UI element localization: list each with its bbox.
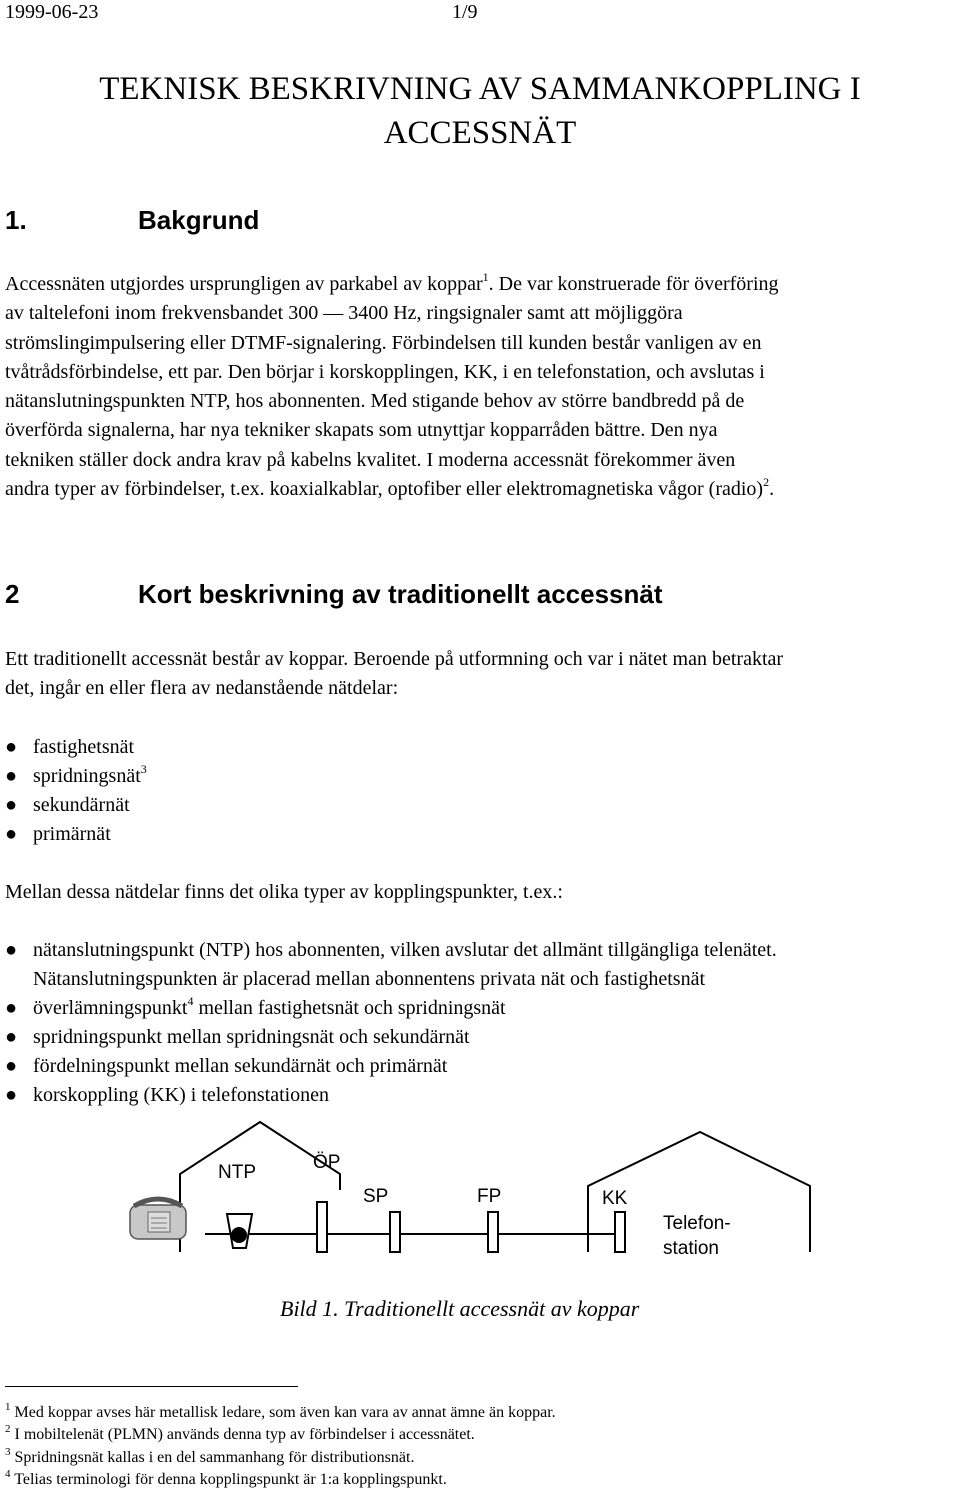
- footnote-divider: [5, 1386, 298, 1387]
- figure-caption: Bild 1. Traditionellt accessnät av koppar: [280, 1296, 640, 1321]
- paragraph-line: andra typer av förbindelser, t.ex. koaxialkablar, optofiber eller elektromagnetiska vågor (radio)$^2$.: [5, 475, 775, 501]
- label-op: ÖP: [313, 1152, 341, 1173]
- bullet-icon: ●: [5, 1026, 18, 1048]
- paragraph-line: strömslingimpulsering eller DTMF-signalering. Förbindelsen till kunden består vanligen av en: [5, 331, 762, 354]
- bullet-icon: ●: [5, 765, 18, 787]
- page-title-line-2: ACCESSNÄT: [383, 115, 577, 151]
- bullet-icon: ●: [5, 823, 18, 845]
- bullet-icon: ●: [5, 736, 18, 758]
- bullet-icon: ●: [5, 997, 18, 1019]
- section-1-number: 1.: [5, 205, 27, 235]
- label-sp: SP: [363, 1186, 389, 1207]
- fp-symbol: [488, 1212, 498, 1252]
- paragraph-line: nätanslutningspunkten NTP, hos abonnenten. Med stigande behov av större bandbredd på de: [5, 390, 745, 413]
- label-fp: FP: [477, 1186, 502, 1207]
- telephone-icon: [130, 1199, 186, 1239]
- paragraph-line: tekniken ställer dock andra krav på kabelns kvalitet. I moderna accessnät förekommer även: [5, 448, 736, 471]
- footnote: $^3$ Spridningsnät kallas i en del sammanhang för distributionsnät.: [5, 1446, 415, 1466]
- ntp-symbol: [227, 1214, 252, 1248]
- label-station-line-2: station: [663, 1238, 719, 1259]
- label-ntp: NTP: [218, 1162, 256, 1183]
- bullet-icon: ●: [5, 1055, 18, 1077]
- section-2-intro: [5, 645, 950, 704]
- bullet-icon: ●: [5, 1084, 18, 1106]
- footnote: $^1$ Med koppar avses här metallisk ledare, som även kan vara av annat ämne än koppar.: [5, 1401, 556, 1421]
- footnote: $^2$ I mobiltelenät (PLMN) används denna typ av förbindelser i accessnätet.: [5, 1423, 475, 1443]
- label-kk: KK: [602, 1188, 628, 1209]
- paragraph-line: det, ingår en eller flera av nedanstående nätdelar:: [5, 677, 399, 700]
- paragraph-line: tvåtrådsförbindelse, ett par. Den börjar i korskopplingen, KK, i en telefonstation, och avslutas i: [5, 360, 765, 383]
- section-2-heading: Kort beskrivning av traditionellt accessnät: [138, 579, 663, 609]
- section-1-paragraph: [5, 270, 950, 504]
- connection-points-intro: Mellan dessa nätdelar finns det olika typer av kopplingspunkter, t.ex.:: [5, 881, 563, 903]
- paragraph-line: av taltelefoni inom frekvensbandet 300 — 3400 Hz, ringsignaler samt att möjliggöra: [5, 302, 683, 325]
- bullet-icon: ●: [5, 794, 18, 816]
- header-date: 1999-06-23: [5, 1, 99, 23]
- section-1-heading: Bakgrund: [138, 205, 260, 235]
- page-title-line-1: TEKNISK BESKRIVNING AV SAMMANKOPPLING I: [99, 71, 861, 107]
- paragraph-line: Accessnäten utgjordes ursprungligen av parkabel av koppar$^1$. De var konstruerade för överföring: [5, 270, 779, 295]
- section-2-number: 2: [5, 579, 20, 609]
- label-station-line-1: Telefon-: [663, 1213, 731, 1234]
- paragraph-line: Ett traditionellt accessnät består av koppar. Beroende på utformning och var i nätet man betraktar: [5, 648, 784, 670]
- footnote: $^4$ Telias terminologi för denna kopplingspunkt är 1:a kopplingspunkt.: [5, 1468, 447, 1488]
- header-page-number: 1/9: [452, 1, 478, 23]
- op-symbol: [317, 1202, 327, 1252]
- paragraph-line: överförda signalerna, har nya tekniker skapats som utnyttjar kopparråden bättre. Den nya: [5, 419, 718, 442]
- kk-symbol: [615, 1212, 625, 1252]
- bullet-icon: ●: [5, 939, 18, 961]
- sp-symbol: [390, 1212, 400, 1252]
